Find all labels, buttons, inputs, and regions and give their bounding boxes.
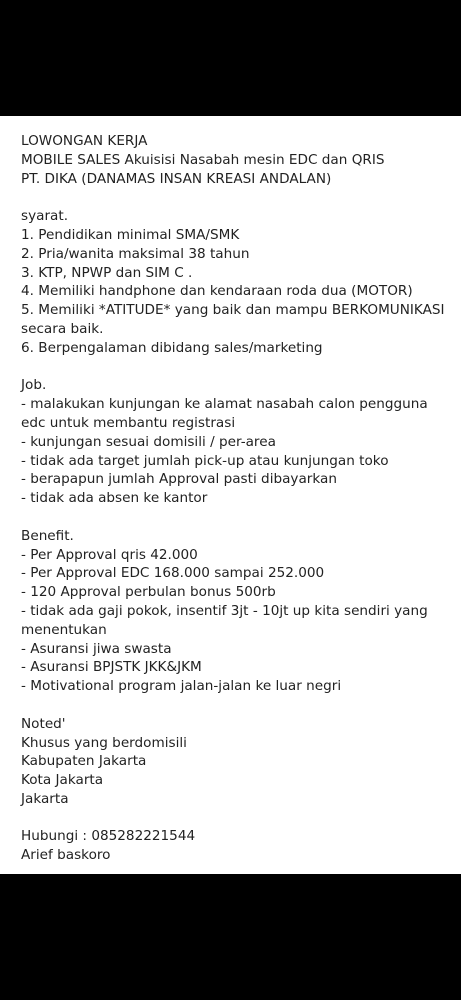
syarat-item: 2. Pria/wanita maksimal 38 tahun [21, 245, 250, 262]
position-title: MOBILE SALES Akuisisi Nasabah mesin EDC dan QRIS [21, 151, 385, 168]
contact-name: Arief baskoro [21, 847, 111, 864]
job-posting-text [21, 132, 453, 865]
job-item: - berapapun jumlah Approval pasti dibayarkan [21, 471, 337, 488]
spacer [21, 508, 453, 527]
job-item: - tidak ada absen ke kantor [21, 490, 208, 507]
spacer [21, 809, 453, 828]
noted-title: Noted' [21, 715, 66, 732]
spacer [21, 358, 453, 377]
syarat-item: 1. Pendidikan minimal SMA/SMK [21, 226, 240, 243]
job-title: Job. [21, 377, 47, 394]
syarat-item: 5. Memiliki *ATITUDE* yang baik dan mampu BERKOMUNIKASI secara baik. [21, 302, 445, 337]
noted-line: Khusus yang berdomisili [21, 734, 187, 751]
benefit-item: - tidak ada gaji pokok, insentif 3jt - 10jt up kita sendiri yang menentukan [21, 602, 428, 638]
contact-phone: Hubungi : 085282221544 [21, 828, 196, 845]
syarat-item: 6. Berpengalaman dibidang sales/marketing [21, 339, 323, 356]
syarat-item: 3. KTP, NPWP dan SIM C . [21, 264, 193, 281]
benefit-item: - Per Approval qris 42.000 [21, 546, 198, 563]
job-posting-page [0, 116, 461, 874]
syarat-item: 4. Memiliki handphone dan kendaraan roda dua (MOTOR) [21, 283, 413, 300]
company-name: PT. DIKA (DANAMAS INSAN KREASI ANDALAN) [21, 170, 332, 187]
noted-line: Kota Jakarta [21, 772, 104, 789]
posting-heading: LOWONGAN KERJA [21, 133, 148, 149]
benefit-item: - Asuransi BPJSTK JKK&JKM [21, 659, 202, 676]
benefit-title: Benefit. [21, 527, 74, 544]
syarat-title: syarat. [21, 208, 69, 225]
benefit-item: - Asuransi jiwa swasta [21, 640, 172, 657]
spacer [21, 188, 453, 207]
benefit-item: - 120 Approval perbulan bonus 500rb [21, 584, 276, 601]
noted-line: Jakarta [21, 790, 69, 807]
job-item: - kunjungan sesuai domisili / per-area [21, 433, 276, 450]
benefit-item: - Per Approval EDC 168.000 sampai 252.000 [21, 565, 325, 582]
spacer [21, 696, 453, 715]
job-item: - tidak ada target jumlah pick-up atau kunjungan toko [21, 452, 389, 469]
benefit-item: - Motivational program jalan-jalan ke luar negri [21, 678, 342, 695]
job-item: - malakukan kunjungan ke alamat nasabah calon pengguna edc untuk membantu registrasi [21, 396, 428, 431]
noted-line: Kabupaten Jakarta [21, 753, 147, 770]
